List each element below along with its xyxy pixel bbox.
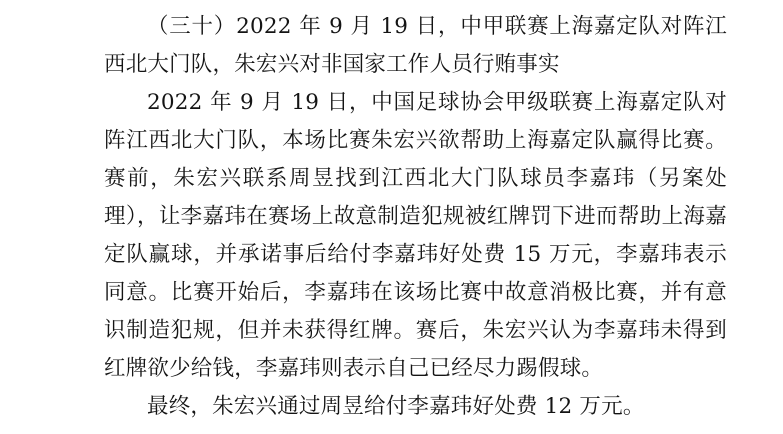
document-body xyxy=(104,8,727,426)
paragraph-heading: （三十）2022 年 9 月 19 日，中甲联赛上海嘉定队对阵江西北大门队，朱宏兴对非国家工作人员行贿事实 xyxy=(104,14,727,77)
paragraph-conclusion: 最终，朱宏兴通过周昱给付李嘉玮好处费 12 万元。 xyxy=(147,394,645,419)
paragraph-facts: 2022 年 9 月 19 日，中国足球协会甲级联赛上海嘉定队对阵江西北大门队，本场比赛朱宏兴欲帮助上海嘉定队赢得比赛。赛前，朱宏兴联系周昱找到江西北大门队球员李嘉玮（另案处理），让李嘉玮在赛场上故意制造犯规被红牌罚下进而帮助上海嘉定队赢球，并承诺事后给付李嘉玮好处费 15 万元，李嘉玮表示同意。比赛开始后，李嘉玮在该场比赛中故意消极比赛，并有意识制造犯规，但并未获得红牌。赛后，朱宏兴认为李嘉玮未得到红牌欲少给钱，李嘉玮则表示自己已经尽力踢假球。 xyxy=(104,90,727,381)
